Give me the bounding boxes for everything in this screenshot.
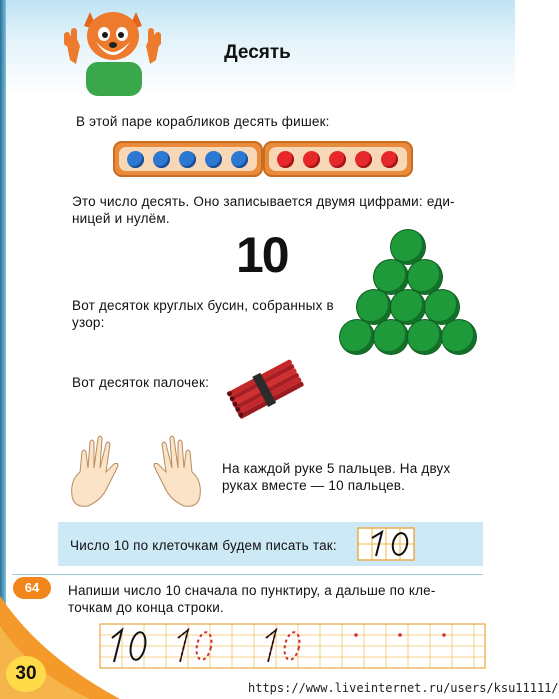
chip-blue [231,151,248,168]
chip-red [381,151,398,168]
bead [374,260,408,294]
task-number-badge: 64 [13,577,51,599]
chip-blue [179,151,196,168]
chip-red [329,151,346,168]
chip-blue [153,151,170,168]
boat-right [263,141,413,177]
copybook-writing-row[interactable] [100,624,485,668]
sticks-caption: Вот десяток палочек: [72,375,210,390]
section-divider [12,574,483,575]
bead [391,290,425,324]
chip-red [277,151,294,168]
number-text-line2: ницей и нулём. [72,211,170,226]
big-number-ten: 10 [236,227,288,283]
hands-text-line2: руках вместе — 10 пальцев. [222,478,406,493]
task-text-line2: точкам до конца строки. [68,600,224,615]
bead [408,320,442,354]
cells-caption: Число 10 по клеточкам будем писать так: [70,538,337,553]
bead [374,320,408,354]
page-number: 30 [6,656,46,692]
bead [408,260,442,294]
bead [340,320,374,354]
boats-caption: В этой паре корабликов десять фишек: [76,114,330,129]
watermark-url[interactable]: https://www.liveinternet.ru/users/ksu11111/ [248,681,559,695]
page-title: Десять [224,42,291,63]
two-hands-illustration [66,430,206,510]
bead-triangle [338,230,478,362]
bead [357,290,391,324]
bead [425,290,459,324]
chip-red [355,151,372,168]
boats-with-chips [113,141,413,177]
task-text-line1: Напиши число 10 сначала по пунктиру, а дальше по кле- [68,583,436,598]
beads-text-line1: Вот десяток круглых бусин, собранных в [72,298,334,313]
chip-blue [127,151,144,168]
number-text-line1: Это число десять. Оно записывается двумя цифрами: еди- [72,194,455,209]
page-edge [0,0,6,699]
boat-left [113,141,263,177]
hands-text-line1: На каждой руке 5 пальцев. На двух [222,461,451,476]
bead [442,320,476,354]
stick-bundle-illustration [226,360,306,420]
chip-red [303,151,320,168]
chip-blue [205,151,222,168]
bead [391,230,425,264]
sample-ten-in-cells [358,528,414,560]
beads-text-line2: узор: [72,315,105,330]
